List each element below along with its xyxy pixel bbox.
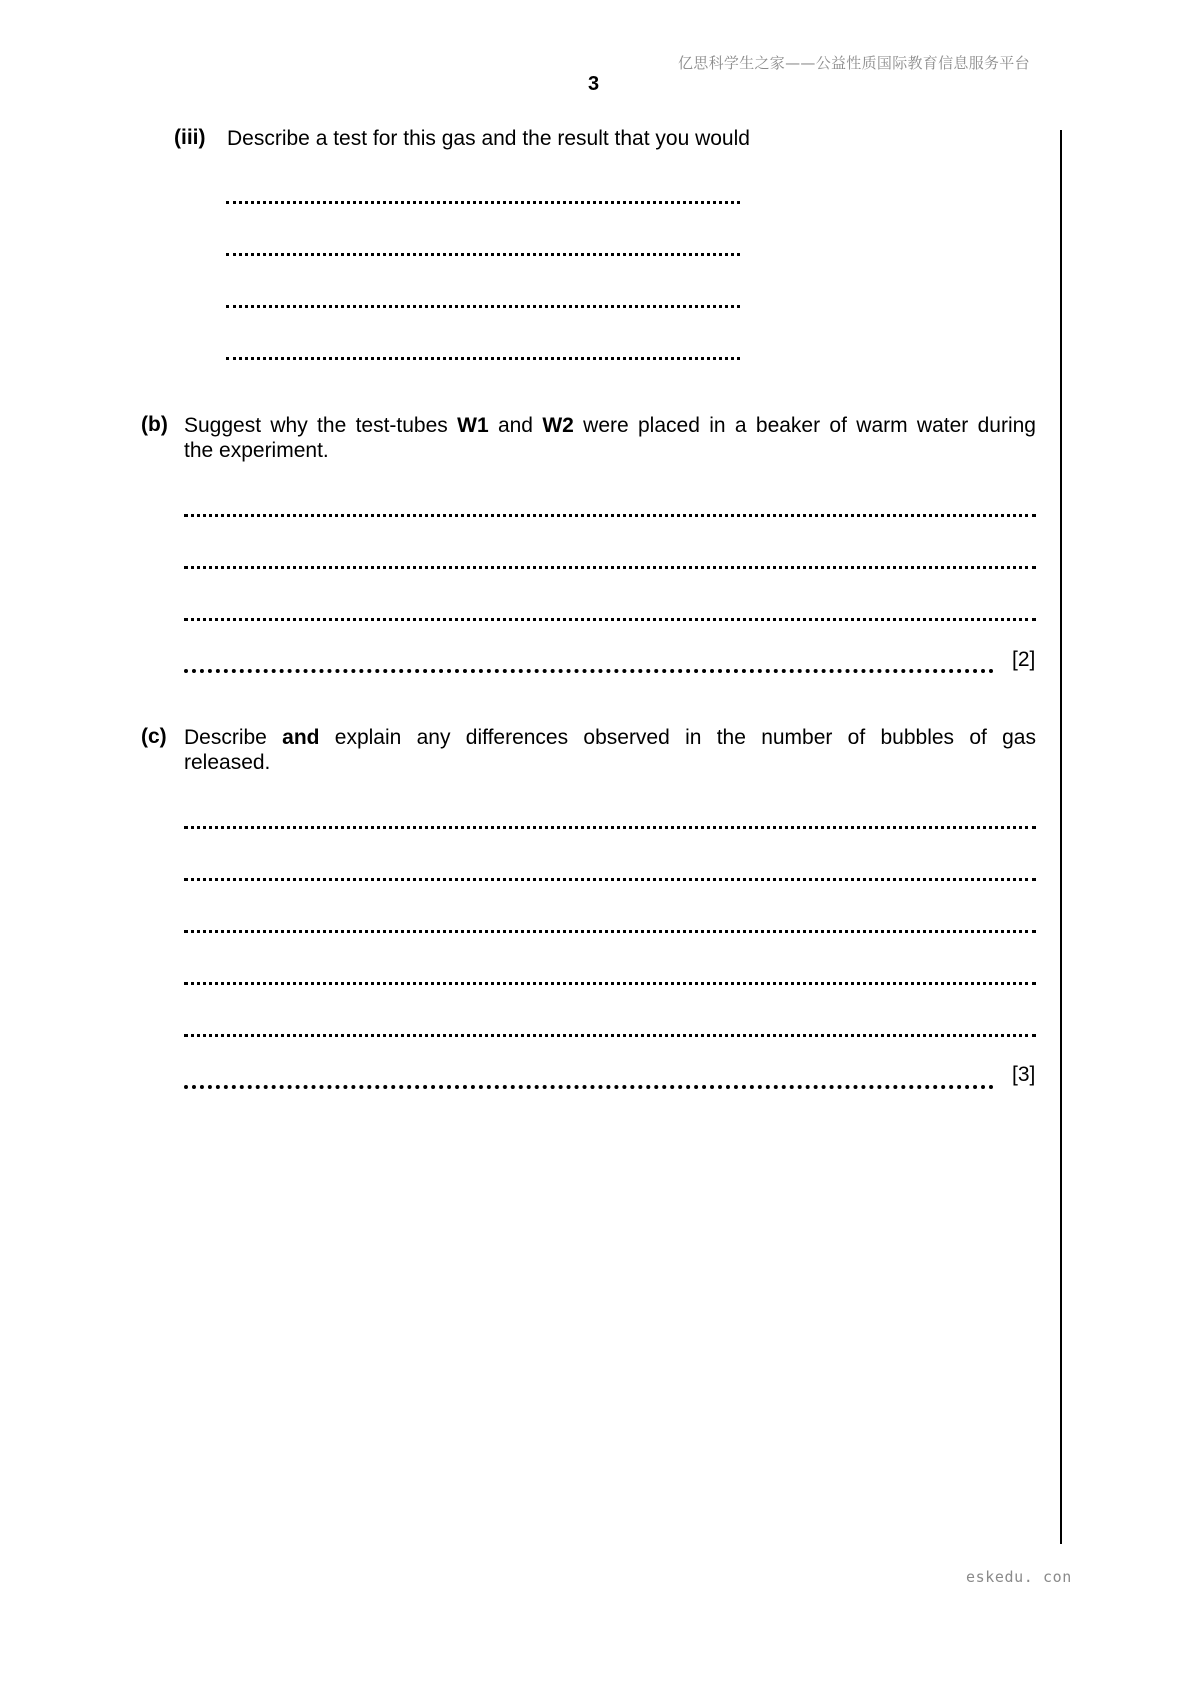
question-b-text: [184, 413, 1036, 438]
answer-line-b-2[interactable]: [184, 566, 1036, 569]
margin-line: [1060, 130, 1062, 1544]
question-iii-text: Describe a test for this gas and the result that you would: [227, 127, 750, 150]
answer-line-b-4[interactable]: [184, 669, 994, 673]
page-number: 3: [588, 73, 600, 95]
answer-line-c-3[interactable]: [184, 930, 1036, 933]
question-b-text-line2: the experiment.: [184, 439, 329, 462]
answer-line-c-2[interactable]: [184, 878, 1036, 881]
question-b-text-3: were placed in a beaker of warm water during: [573, 414, 1036, 437]
answer-line-c-6[interactable]: [184, 1085, 994, 1089]
question-c-text-1: Describe: [184, 726, 283, 749]
question-c-mark: [3]: [1012, 1063, 1036, 1086]
answer-line-c-4[interactable]: [184, 982, 1036, 985]
answer-line-b-1[interactable]: [184, 514, 1036, 517]
answer-line-iii-4[interactable]: [226, 357, 740, 360]
question-b-text-2: and: [488, 414, 543, 437]
w2-term: W2: [542, 414, 574, 437]
answer-line-iii-1[interactable]: [226, 201, 740, 204]
and-term: and: [282, 726, 320, 749]
question-c-label: (c): [141, 725, 167, 748]
w1-term: W1: [457, 414, 489, 437]
question-b-text-1: Suggest why the test-tubes: [184, 414, 458, 437]
question-c-text: [184, 725, 1036, 750]
answer-line-c-5[interactable]: [184, 1034, 1036, 1037]
header-watermark: 亿思科学生之家——公益性质国际教育信息服务平台: [678, 54, 1030, 72]
answer-line-iii-2[interactable]: [226, 253, 740, 256]
question-iii-label: (iii): [174, 126, 206, 149]
question-b-label: (b): [141, 413, 168, 436]
answer-line-iii-3[interactable]: [226, 305, 740, 308]
question-b-mark: [2]: [1012, 648, 1036, 671]
answer-line-c-1[interactable]: [184, 826, 1036, 829]
footer-watermark: eskedu. con: [966, 1568, 1072, 1586]
answer-line-b-3[interactable]: [184, 618, 1036, 621]
question-c-text-line2: released.: [184, 751, 271, 774]
question-c-text-2: explain any differences observed in the number of bubbles of gas: [319, 726, 1036, 749]
